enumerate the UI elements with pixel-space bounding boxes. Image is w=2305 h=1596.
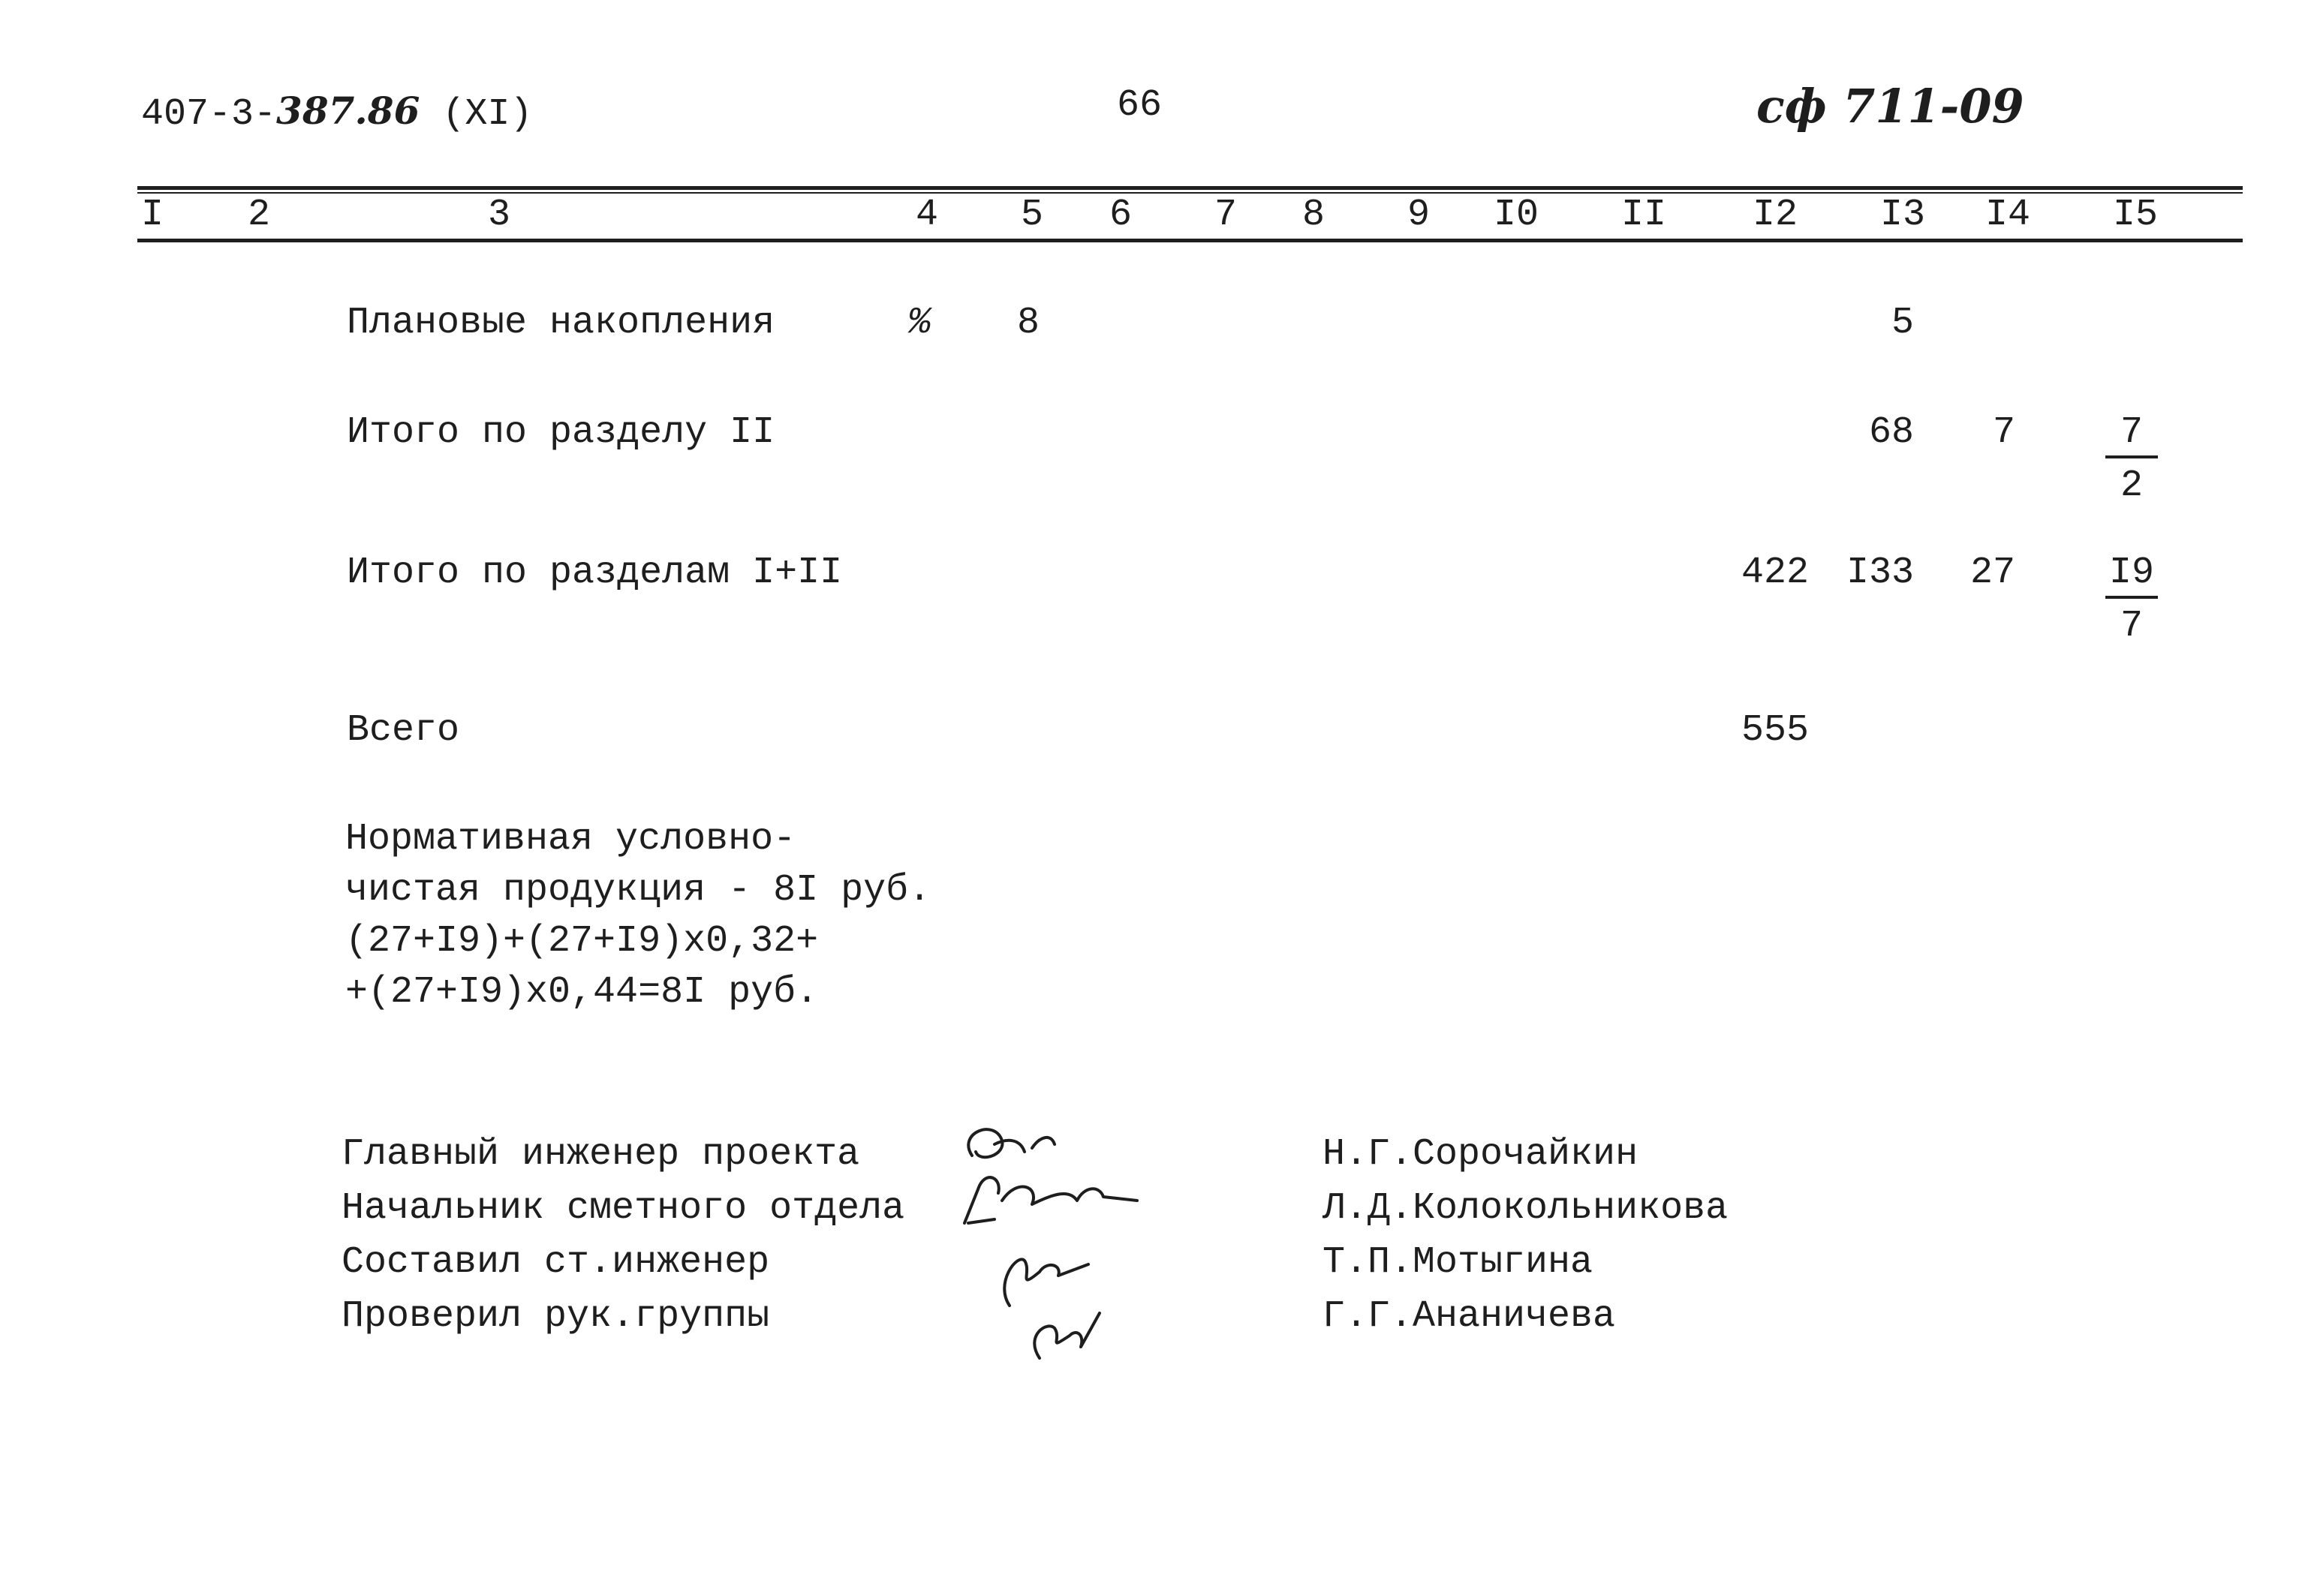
- row-total-sections-label: Итого по разделам I+II: [347, 552, 843, 594]
- col-header-7: 7: [1214, 194, 1237, 236]
- col-header-12: I2: [1752, 194, 1798, 236]
- row-total-section2-col15: [2087, 411, 2177, 507]
- header-rule-top: [137, 186, 2243, 190]
- signature-title: Проверил рук.группы: [342, 1295, 770, 1338]
- signature-title: Начальник сметного отдела: [342, 1187, 905, 1230]
- note-line: чистая продукция - 8I руб.: [345, 869, 931, 912]
- handwritten-signatures: [949, 1111, 1220, 1381]
- col-header-13: I3: [1879, 194, 1925, 236]
- col-header-14: I4: [1985, 194, 2030, 236]
- row-total-section2-label: Итого по разделу II: [347, 411, 775, 454]
- row-grand-total-col12: 555: [1741, 709, 1809, 752]
- col-header-15: I5: [2112, 194, 2158, 236]
- note-line: Нормативная условно-: [345, 818, 796, 861]
- signature-titles: [342, 1128, 904, 1344]
- row-total-section2-col13: 68: [1868, 411, 1914, 454]
- row-grand-total-label: Всего: [347, 709, 460, 752]
- row-planned-savings-unit: %: [907, 302, 931, 344]
- signature-name: Л.Д.Колокольникова: [1323, 1187, 1729, 1230]
- row-planned-savings-label: Плановые накопления: [347, 302, 775, 344]
- signature-name: Г.Г.Ананичева: [1323, 1295, 1616, 1338]
- note-line: +(27+I9)х0,44=8I руб.: [345, 971, 819, 1014]
- row-planned-savings-col13: 5: [1891, 302, 1914, 344]
- note-line: (27+I9)+(27+I9)х0,32+: [345, 920, 819, 963]
- fraction-bar: [2105, 455, 2158, 458]
- signature-name: Т.П.Мотыгина: [1323, 1241, 1593, 1284]
- row-total-sections-col13: I33: [1846, 552, 1914, 594]
- signature-title: Главный инженер проекта: [342, 1133, 860, 1176]
- col-header-3: 3: [487, 194, 510, 236]
- normative-note: [345, 814, 931, 1018]
- col-header-10: I0: [1493, 194, 1539, 236]
- col-header-9: 9: [1407, 194, 1430, 236]
- fraction-bar: [2105, 596, 2158, 599]
- stamp-handwritten: сф 711-09: [1756, 79, 2024, 134]
- row-planned-savings-col5: 8: [1016, 302, 1040, 344]
- col-header-8: 8: [1301, 194, 1325, 236]
- col-header-5: 5: [1020, 194, 1043, 236]
- signature-name: Н.Г.Сорочайкин: [1323, 1133, 1638, 1176]
- row-total-sections-col12: 422: [1741, 552, 1809, 594]
- signature-title: Составил ст.инженер: [342, 1241, 770, 1284]
- row-total-sections-col15-den: 7: [2120, 605, 2143, 648]
- doc-code: [141, 89, 532, 136]
- col-header-2: 2: [247, 194, 270, 236]
- doc-code-prefix: 407-3-: [141, 93, 277, 136]
- row-total-section2-col15-num: 7: [2120, 411, 2143, 454]
- page-number: 66: [1117, 84, 1163, 127]
- col-header-1: I: [140, 194, 164, 236]
- col-header-6: 6: [1109, 194, 1132, 236]
- row-total-section2-col15-den: 2: [2120, 464, 2143, 507]
- row-total-section2-col14: 7: [1992, 411, 2015, 454]
- row-total-sections-col14: 27: [1969, 552, 2015, 594]
- col-header-11: II: [1620, 194, 1666, 236]
- doc-code-handwritten: 387.86: [276, 89, 420, 133]
- col-header-4: 4: [915, 194, 938, 236]
- signature-names: [1323, 1128, 1728, 1344]
- doc-code-suffix: (XI): [442, 93, 533, 136]
- row-total-sections-col15: [2087, 552, 2177, 648]
- header-rule-bottom: [137, 239, 2243, 242]
- row-total-sections-col15-num: I9: [2108, 552, 2154, 594]
